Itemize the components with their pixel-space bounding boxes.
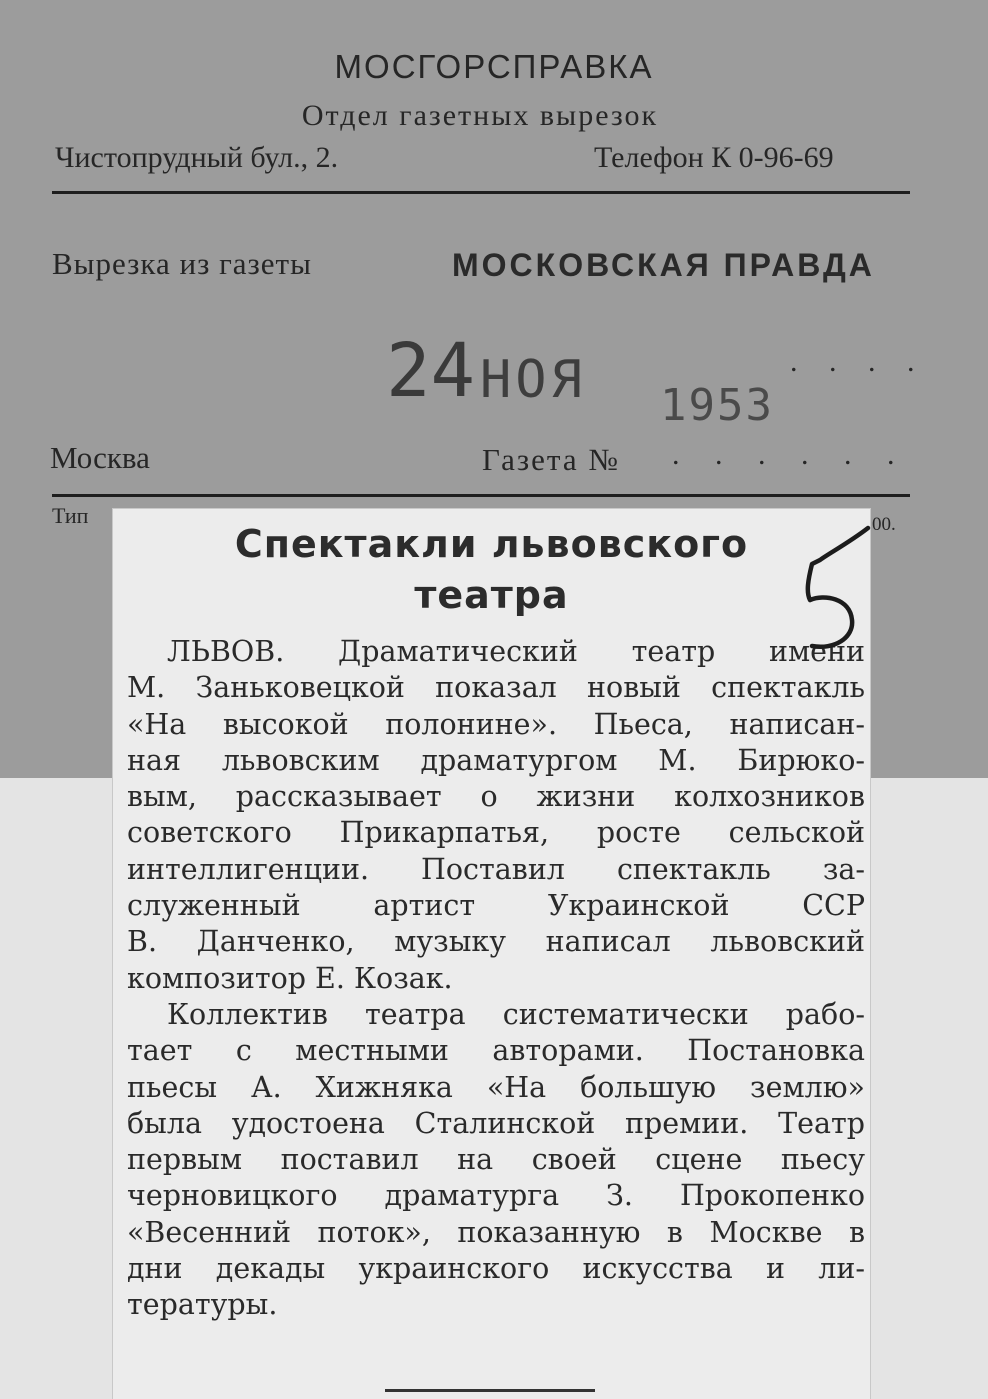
info-divider (52, 494, 910, 497)
article-line: первым поставил на своей сцене пьесу (127, 1143, 865, 1177)
article-title-line-1: Спектакли львовского (234, 522, 749, 566)
article-line: тературы. (127, 1288, 278, 1322)
address: Чистопрудный бул., 2. (55, 141, 339, 174)
article-line: вым, рассказывает о жизни колхозников (127, 780, 865, 814)
article-line: дни декады украинского искусства и ли- (127, 1252, 865, 1286)
article-line: В. Данченко, музыку написал львовский (127, 925, 865, 959)
header-divider (52, 191, 910, 194)
article-line: композитор Е. Козак. (127, 961, 453, 995)
article-line: ная львовским драматургом М. Бирюко- (127, 743, 865, 777)
department-name: Отдел газетных вырезок (301, 99, 659, 132)
article-title-line-2: театра (414, 573, 569, 617)
article-line: черновицкого драматурга З. Прокопенко (127, 1179, 865, 1213)
article-line: пьесы А. Хижняка «На большую землю» (127, 1070, 865, 1104)
date-stamp-year: 1953 (660, 380, 774, 431)
date-stamp-day: 24 (386, 328, 476, 414)
newspaper-name: МОСКОВСКАЯ ПРАВДА (452, 247, 875, 283)
tip-right-fragment: 00. (872, 514, 896, 535)
date-stamp-month: НОЯ (480, 350, 586, 410)
article-line: «На высокой полонине». Пьеса, написан- (127, 707, 865, 741)
article-line: М. Заньковецкой показал новый спектакль (127, 671, 865, 705)
article-line: интеллигенции. Поставил спектакль за- (127, 852, 865, 886)
handwritten-mark-icon (790, 520, 880, 660)
article-line: служенный артист Украинской ССР (127, 889, 865, 923)
gazeta-number-label: Газета № (482, 442, 620, 477)
phone-number: Телефон К 0-96-69 (594, 141, 834, 174)
article-line: «Весенний поток», показанную в Москве в (127, 1215, 865, 1249)
city-label: Москва (50, 440, 150, 475)
article-line: ЛЬВОВ. Драматический театр имени (167, 635, 865, 668)
date-fill-dots: . . . . (790, 345, 927, 378)
article-line: Коллектив театра систематически рабо- (167, 997, 865, 1031)
article-body (127, 634, 865, 1324)
article-line: советского Прикарпатья, росте сельской (127, 816, 865, 850)
article-line: тает с местными авторами. Постановка (127, 1034, 865, 1068)
organization-name: МОСГОРСПРАВКА (334, 48, 654, 85)
article-line: была удостоена Сталинской премии. Театр (127, 1106, 865, 1140)
gazeta-number-dots: . . . . . . (672, 438, 909, 471)
article-end-rule (385, 1389, 595, 1392)
clip-label: Вырезка из газеты (52, 246, 312, 281)
newspaper-clipping (113, 509, 870, 1399)
tip-label: Тип (52, 503, 89, 528)
